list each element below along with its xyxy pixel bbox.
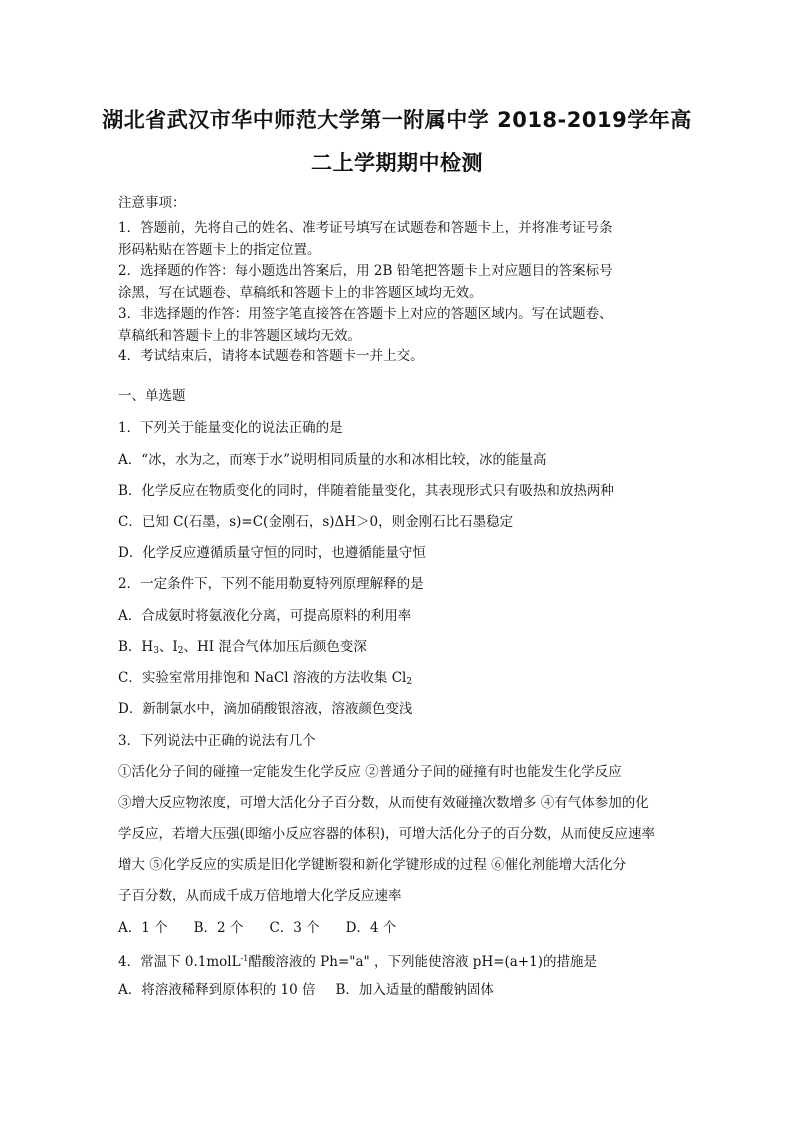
q2-option-b — [118, 637, 688, 661]
q2-option-d: D．新制氯水中，滴加硝酸银溶液，溶液颜色变浅 — [118, 701, 413, 717]
exam-title-line1: 湖北省武汉市华中师范大学第一附属中学 2018-2019学年高 — [102, 108, 692, 132]
q4-stem-superscript: -1 — [240, 954, 249, 963]
q2-b-text-3: 、HI 混合气体加压后颜色变深 — [183, 639, 367, 655]
q1-stem: 1．下列关于能量变化的说法正确的是 — [118, 420, 343, 436]
q3-options — [118, 918, 688, 938]
section-heading: 一、单选题 — [118, 388, 186, 404]
q2-b-text-2: 、I — [158, 639, 178, 655]
q1-option-b: B．化学反应在物质变化的同时，伴随着能量变化，其表现形式只有吸热和放热两种 — [118, 483, 614, 499]
q3-text-line5: 子百分数，从而成千成万倍地增大化学反应速率 — [118, 888, 402, 904]
note-1-line2: 形码粘贴在答题卡上的指定位置。 — [118, 242, 321, 258]
q2-c-text: C．实验室常用排饱和 NaCl 溶液的方法收集 Cl — [118, 670, 407, 686]
q4-stem-text-3: 醋酸溶液的 Ph="a" ，下列能使溶液 pH=(a+1)的措施是 — [248, 954, 598, 970]
q2-option-c — [118, 668, 688, 692]
q3-option-b: B．2 个 — [193, 920, 244, 936]
notes-header: 注意事项： — [118, 195, 186, 211]
note-1-line1: 1．答题前，先将自己的姓名、准考证号填写在试题卷和答题卡上，并将准考证号条 — [118, 220, 613, 236]
note-3-line2: 草稿纸和答题卡上的非答题区域均无效。 — [118, 328, 361, 344]
q3-text-line4: 增大 ⑤化学反应的实质是旧化学键断裂和新化学键形成的过程 ⑥催化剂能增大活化分 — [118, 857, 627, 873]
exam-title-line2: 二上学期期中检测 — [311, 151, 483, 175]
note-4: 4．考试结束后，请将本试题卷和答题卡一并上交。 — [118, 348, 424, 364]
q4-stem-text-1: 4．常温下 0.1mol — [118, 954, 232, 970]
q3-text-line1: ①活化分子间的碰撞一定能发生化学反应 ②普通分子间的碰撞有时也能发生化学反应 — [118, 764, 622, 780]
note-2-line2: 涂黑，写在试题卷、草稿纸和答题卡上的非答题区域均无效。 — [118, 285, 483, 301]
q3-option-a: A．1 个 — [118, 920, 168, 936]
q4-option-b: B．加入适量的醋酸钠固体 — [335, 982, 494, 998]
q1-option-d: D．化学反应遵循质量守恒的同时，也遵循能量守恒 — [118, 545, 426, 561]
q4-stem-text-2: L — [231, 954, 241, 970]
q2-c-subscript: 2 — [406, 677, 413, 687]
q2-b-text-1: B．H — [118, 639, 154, 655]
q3-stem: 3．下列说法中正确的说法有几个 — [118, 733, 316, 749]
q1-option-c: C．已知 C(石墨，s)=C(金刚石，s)ΔH＞0，则金刚石比石墨稳定 — [118, 514, 514, 530]
q3-text-line3: 学反应，若增大压强(即缩小反应容器的体积)，可增大活化分子的百分数，从而使反应速率 — [118, 826, 656, 842]
note-2-line1: 2．选择题的作答：每小题选出答案后，用 2B 铅笔把答题卡上对应题目的答案标号 — [118, 263, 613, 279]
q3-text-line2: ③增大反应物浓度，可增大活化分子百分数，从而使有效碰撞次数增多 ④有气体参加的化 — [118, 795, 649, 811]
note-3-line1: 3．非选择题的作答：用签字笔直接答在答题卡上对应的答题区域内。写在试题卷、 — [118, 306, 613, 322]
q3-option-d: D．4 个 — [345, 920, 397, 936]
q2-b-subscript-2: 2 — [177, 646, 184, 656]
q2-option-a: A．合成氨时将氨液化分离，可提高原料的利用率 — [118, 608, 412, 624]
q2-b-subscript-1: 3 — [153, 646, 159, 656]
q1-option-a: A．“冰，水为之，而寒于水”说明相同质量的水和冰相比较，冰的能量高 — [118, 452, 547, 468]
q2-stem: 2．一定条件下，下列不能用勒夏特列原理解释的是 — [118, 576, 424, 592]
q4-options — [118, 980, 688, 1000]
q4-stem — [118, 949, 688, 972]
q3-option-c: C．3 个 — [269, 920, 320, 936]
q4-option-a: A．将溶液稀释到原体积的 10 倍 — [118, 982, 316, 998]
